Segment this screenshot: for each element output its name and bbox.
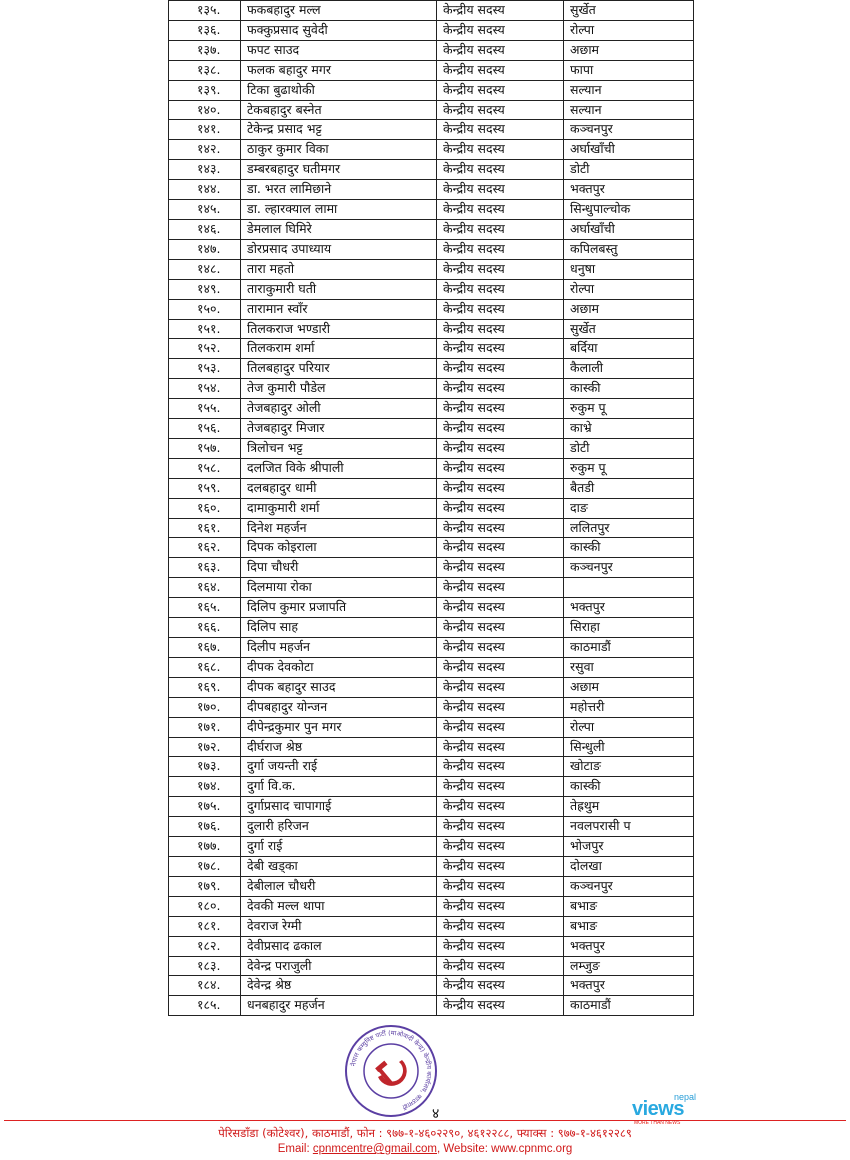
serial-number-cell: १६५. [169, 598, 241, 618]
member-name-cell: दिपक कोइराला [241, 538, 437, 558]
member-position-cell: केन्द्रीय सदस्य [437, 359, 564, 379]
serial-number-cell: १४९. [169, 279, 241, 299]
member-name-cell: तिलकराम शर्मा [241, 339, 437, 359]
table-row [169, 856, 694, 876]
serial-number-cell: १६९. [169, 677, 241, 697]
website-link[interactable]: www.cpnmc.org [491, 1143, 573, 1155]
table-row [169, 638, 694, 658]
table-row [169, 956, 694, 976]
table-row [169, 20, 694, 40]
table-row [169, 717, 694, 737]
member-name-cell: दिनेश महर्जन [241, 518, 437, 538]
member-district-cell: दोलखा [564, 856, 694, 876]
member-position-cell: केन्द्रीय सदस्य [437, 399, 564, 419]
member-district-cell: रोल्पा [564, 20, 694, 40]
member-district-cell: नवलपरासी प [564, 817, 694, 837]
member-position-cell: केन्द्रीय सदस्य [437, 518, 564, 538]
member-position-cell: केन्द्रीय सदस्य [437, 219, 564, 239]
member-position-cell: केन्द्रीय सदस्य [437, 976, 564, 996]
member-district-cell: अछाम [564, 299, 694, 319]
serial-number-cell: १३७. [169, 40, 241, 60]
member-name-cell: दीपबहादुर योन्जन [241, 697, 437, 717]
member-name-cell: धनबहादुर महर्जन [241, 996, 437, 1016]
member-name-cell: देवेन्द्र पराजुली [241, 956, 437, 976]
serial-number-cell: १४४. [169, 180, 241, 200]
serial-number-cell: १५२. [169, 339, 241, 359]
member-name-cell: दामाकुमारी शर्मा [241, 498, 437, 518]
member-district-cell: बभाङ [564, 916, 694, 936]
member-position-cell: केन्द्रीय सदस्य [437, 379, 564, 399]
logo-text: views [632, 1098, 684, 1120]
footer-contact [0, 1143, 850, 1155]
member-position-cell: केन्द्रीय सदस्य [437, 319, 564, 339]
table-row [169, 259, 694, 279]
member-position-cell: केन्द्रीय सदस्य [437, 140, 564, 160]
table-row [169, 797, 694, 817]
member-name-cell: डम्बरबहादुर घतीमगर [241, 160, 437, 180]
serial-number-cell: १८२. [169, 936, 241, 956]
member-position-cell: केन्द्रीय सदस्य [437, 558, 564, 578]
member-district-cell: भक्तपुर [564, 598, 694, 618]
email-link[interactable]: cpnmcentre@gmail.com [312, 1143, 438, 1155]
member-name-cell: दुर्गा जयन्ती राई [241, 757, 437, 777]
member-district-cell: डोटी [564, 438, 694, 458]
serial-number-cell: १५७. [169, 438, 241, 458]
table-row [169, 558, 694, 578]
member-position-cell: केन्द्रीय सदस्य [437, 100, 564, 120]
serial-number-cell: १८५. [169, 996, 241, 1016]
member-position-cell: केन्द्रीय सदस्य [437, 180, 564, 200]
table-row [169, 538, 694, 558]
member-district-cell: धनुषा [564, 259, 694, 279]
member-position-cell: केन्द्रीय सदस्य [437, 438, 564, 458]
member-position-cell: केन्द्रीय सदस्य [437, 419, 564, 439]
member-position-cell: केन्द्रीय सदस्य [437, 996, 564, 1016]
member-district-cell: सल्यान [564, 100, 694, 120]
serial-number-cell: १७९. [169, 876, 241, 896]
table-row [169, 100, 694, 120]
member-name-cell: डेमलाल घिमिरे [241, 219, 437, 239]
member-name-cell: दीपक बहादुर साउद [241, 677, 437, 697]
serial-number-cell: १५०. [169, 299, 241, 319]
table-row [169, 618, 694, 638]
member-district-cell: अछाम [564, 40, 694, 60]
member-name-cell: दिलीप महर्जन [241, 638, 437, 658]
member-district-cell: कास्की [564, 777, 694, 797]
member-name-cell: त्रिलोचन भट्ट [241, 438, 437, 458]
member-name-cell: दुर्गाप्रसाद चापागाई [241, 797, 437, 817]
email-label: Email: [277, 1143, 313, 1155]
member-position-cell: केन्द्रीय सदस्य [437, 478, 564, 498]
table-row [169, 777, 694, 797]
member-position-cell: केन्द्रीय सदस्य [437, 837, 564, 857]
serial-number-cell: १५५. [169, 399, 241, 419]
member-name-cell: फलक बहादुर मगर [241, 60, 437, 80]
member-position-cell: केन्द्रीय सदस्य [437, 578, 564, 598]
table-row [169, 399, 694, 419]
member-position-cell: केन्द्रीय सदस्य [437, 638, 564, 658]
table-row [169, 697, 694, 717]
member-position-cell: केन्द्रीय सदस्य [437, 339, 564, 359]
serial-number-cell: १५६. [169, 419, 241, 439]
serial-number-cell: १८३. [169, 956, 241, 976]
logo-small-text: nepal [673, 1092, 696, 1102]
member-name-cell: दुलारी हरिजन [241, 817, 437, 837]
member-district-cell: सल्यान [564, 80, 694, 100]
member-name-cell: दिलमाया रोका [241, 578, 437, 598]
member-district-cell: कञ्चनपुर [564, 558, 694, 578]
member-name-cell: दीपेन्द्रकुमार पुन मगर [241, 717, 437, 737]
footer-divider [4, 1120, 846, 1121]
table-row [169, 996, 694, 1016]
member-district-cell: अर्घाखाँची [564, 140, 694, 160]
member-position-cell: केन्द्रीय सदस्य [437, 856, 564, 876]
member-position-cell: केन्द्रीय सदस्य [437, 60, 564, 80]
member-position-cell: केन्द्रीय सदस्य [437, 20, 564, 40]
member-name-cell: डा. भरत लामिछाने [241, 180, 437, 200]
table-row [169, 60, 694, 80]
member-position-cell: केन्द्रीय सदस्य [437, 737, 564, 757]
serial-number-cell: १७८. [169, 856, 241, 876]
table-row [169, 757, 694, 777]
member-position-cell: केन्द्रीय सदस्य [437, 120, 564, 140]
member-district-cell: रुकुम पू [564, 458, 694, 478]
member-district-cell: ललितपुर [564, 518, 694, 538]
table-row [169, 419, 694, 439]
serial-number-cell: १५९. [169, 478, 241, 498]
member-name-cell: दिपा चौधरी [241, 558, 437, 578]
member-position-cell: केन्द्रीय सदस्य [437, 896, 564, 916]
member-name-cell: फपट साउद [241, 40, 437, 60]
serial-number-cell: १७०. [169, 697, 241, 717]
serial-number-cell: १५४. [169, 379, 241, 399]
party-seal [344, 1024, 438, 1118]
member-district-cell: कास्की [564, 538, 694, 558]
member-district-cell: बर्दिया [564, 339, 694, 359]
table-row [169, 936, 694, 956]
table-row [169, 837, 694, 857]
member-position-cell: केन्द्रीय सदस्य [437, 797, 564, 817]
member-position-cell: केन्द्रीय सदस्य [437, 458, 564, 478]
member-position-cell: केन्द्रीय सदस्य [437, 677, 564, 697]
member-position-cell: केन्द्रीय सदस्य [437, 956, 564, 976]
table-row [169, 200, 694, 220]
member-position-cell: केन्द्रीय सदस्य [437, 259, 564, 279]
serial-number-cell: १३९. [169, 80, 241, 100]
member-district-cell: कास्की [564, 379, 694, 399]
member-name-cell: ठाकुर कुमार विका [241, 140, 437, 160]
member-position-cell: केन्द्रीय सदस्य [437, 757, 564, 777]
serial-number-cell: १६८. [169, 657, 241, 677]
member-position-cell: केन्द्रीय सदस्य [437, 160, 564, 180]
table-row [169, 379, 694, 399]
serial-number-cell: १७४. [169, 777, 241, 797]
serial-number-cell: १६७. [169, 638, 241, 658]
table-row [169, 1, 694, 21]
table-row [169, 40, 694, 60]
member-name-cell: फक्कुप्रसाद सुवेदी [241, 20, 437, 40]
member-name-cell: दलजित विके श्रीपाली [241, 458, 437, 478]
member-position-cell: केन्द्रीय सदस्य [437, 299, 564, 319]
member-name-cell: देवकी मल्ल थापा [241, 896, 437, 916]
member-district-cell: रोल्पा [564, 279, 694, 299]
member-district-cell: तेह्रथुम [564, 797, 694, 817]
table-row [169, 438, 694, 458]
member-name-cell: फकबहादुर मल्ल [241, 1, 437, 21]
table-row [169, 359, 694, 379]
member-position-cell: केन्द्रीय सदस्य [437, 697, 564, 717]
member-name-cell: देवीप्रसाद ढकाल [241, 936, 437, 956]
table-row [169, 677, 694, 697]
table-row [169, 817, 694, 837]
member-district-cell: डोटी [564, 160, 694, 180]
serial-number-cell: १८४. [169, 976, 241, 996]
seal-text: नेपाल कम्युनिष्ट पार्टी (माओवादी केन्द्र) केन्द्रीय कार्यालय, काठमाडौं [349, 1028, 434, 1111]
table-row [169, 478, 694, 498]
serial-number-cell: १७३. [169, 757, 241, 777]
serial-number-cell: १४१. [169, 120, 241, 140]
member-name-cell: दिलिप कुमार प्रजापति [241, 598, 437, 618]
member-name-cell: तेजबहादुर मिजार [241, 419, 437, 439]
serial-number-cell: १५१. [169, 319, 241, 339]
logo-tagline: MORE THAN NEWS [634, 1120, 681, 1126]
serial-number-cell: १५८. [169, 458, 241, 478]
table-row [169, 578, 694, 598]
table-row [169, 140, 694, 160]
serial-number-cell: १६०. [169, 498, 241, 518]
member-name-cell: दुर्गा वि.क. [241, 777, 437, 797]
member-name-cell: दीर्घराज श्रेष्ठ [241, 737, 437, 757]
serial-number-cell: १६३. [169, 558, 241, 578]
table-row [169, 916, 694, 936]
member-district-cell: सिराहा [564, 618, 694, 638]
serial-number-cell: १६४. [169, 578, 241, 598]
member-name-cell: देबीलाल चौधरी [241, 876, 437, 896]
member-position-cell: केन्द्रीय सदस्य [437, 598, 564, 618]
member-name-cell: दलबहादुर धामी [241, 478, 437, 498]
serial-number-cell: १४०. [169, 100, 241, 120]
table-row [169, 219, 694, 239]
member-name-cell: डा. ल्हारक्याल लामा [241, 200, 437, 220]
member-name-cell: देवेन्द्र श्रेष्ठ [241, 976, 437, 996]
serial-number-cell: १७१. [169, 717, 241, 737]
serial-number-cell: १६६. [169, 618, 241, 638]
member-district-cell: काठमाडौं [564, 638, 694, 658]
member-position-cell: केन्द्रीय सदस्य [437, 817, 564, 837]
table-row [169, 299, 694, 319]
member-name-cell: दुर्गा राई [241, 837, 437, 857]
table-row [169, 976, 694, 996]
table-row [169, 239, 694, 259]
member-district-cell: सुर्खेत [564, 319, 694, 339]
member-name-cell: तारा महतो [241, 259, 437, 279]
member-district-cell: कञ्चनपुर [564, 120, 694, 140]
serial-number-cell: १४६. [169, 219, 241, 239]
member-name-cell: देबी खड्का [241, 856, 437, 876]
member-name-cell: तेज कुमारी पौडेल [241, 379, 437, 399]
member-district-cell: काठमाडौं [564, 996, 694, 1016]
member-district-cell: भोजपुर [564, 837, 694, 857]
table-row [169, 737, 694, 757]
serial-number-cell: १७२. [169, 737, 241, 757]
table-row [169, 180, 694, 200]
member-name-cell: टेकेन्द्र प्रसाद भट्ट [241, 120, 437, 140]
member-district-cell: सिन्धुली [564, 737, 694, 757]
member-name-cell: ताराकुमारी घती [241, 279, 437, 299]
member-district-cell: लम्जुङ [564, 956, 694, 976]
member-district-cell: बैतडी [564, 478, 694, 498]
table-row [169, 120, 694, 140]
serial-number-cell: १८१. [169, 916, 241, 936]
serial-number-cell: १४५. [169, 200, 241, 220]
table-row [169, 458, 694, 478]
serial-number-cell: १४७. [169, 239, 241, 259]
serial-number-cell: १८०. [169, 896, 241, 916]
hammer-sickle-icon [375, 1060, 407, 1086]
member-position-cell: केन्द्रीय सदस्य [437, 876, 564, 896]
member-name-cell: दीपक देवकोटा [241, 657, 437, 677]
member-district-cell: दाङ [564, 498, 694, 518]
member-position-cell: केन्द्रीय सदस्य [437, 936, 564, 956]
member-position-cell: केन्द्रीय सदस्य [437, 777, 564, 797]
member-district-cell: भक्तपुर [564, 180, 694, 200]
member-table-body [169, 1, 694, 1016]
member-position-cell: केन्द्रीय सदस्य [437, 538, 564, 558]
table-row [169, 498, 694, 518]
member-position-cell: केन्द्रीय सदस्य [437, 717, 564, 737]
member-position-cell: केन्द्रीय सदस्य [437, 239, 564, 259]
serial-number-cell: १७५. [169, 797, 241, 817]
member-name-cell: तिलकराज भण्डारी [241, 319, 437, 339]
table-row [169, 319, 694, 339]
member-district-cell: बभाङ [564, 896, 694, 916]
table-row [169, 339, 694, 359]
page-number: ४ [432, 1106, 440, 1122]
member-district-cell [564, 578, 694, 598]
member-name-cell: तिलबहादुर परियार [241, 359, 437, 379]
member-district-cell: कपिलबस्तु [564, 239, 694, 259]
serial-number-cell: १७६. [169, 817, 241, 837]
member-district-cell: भक्तपुर [564, 936, 694, 956]
member-position-cell: केन्द्रीय सदस्य [437, 200, 564, 220]
member-district-cell: रसुवा [564, 657, 694, 677]
member-position-cell: केन्द्रीय सदस्य [437, 80, 564, 100]
table-row [169, 657, 694, 677]
member-district-cell: कञ्चनपुर [564, 876, 694, 896]
table-row [169, 279, 694, 299]
member-district-cell: सिन्धुपाल्चोक [564, 200, 694, 220]
member-district-cell: अर्घाखाँची [564, 219, 694, 239]
table-row [169, 80, 694, 100]
member-name-cell: देवराज रेग्मी [241, 916, 437, 936]
serial-number-cell: १४८. [169, 259, 241, 279]
table-row [169, 518, 694, 538]
member-district-cell: भक्तपुर [564, 976, 694, 996]
member-district-cell: महोत्तरी [564, 697, 694, 717]
table-row [169, 876, 694, 896]
serial-number-cell: १५३. [169, 359, 241, 379]
member-name-cell: डोरप्रसाद उपाध्याय [241, 239, 437, 259]
member-name-cell: दिलिप साह [241, 618, 437, 638]
member-district-cell: रुकुम पू [564, 399, 694, 419]
member-name-cell: तारामान स्वाँर [241, 299, 437, 319]
member-district-cell: फापा [564, 60, 694, 80]
serial-number-cell: १६१. [169, 518, 241, 538]
serial-number-cell: १४३. [169, 160, 241, 180]
member-table [168, 0, 694, 1016]
member-position-cell: केन्द्रीय सदस्य [437, 916, 564, 936]
member-district-cell: सुर्खेत [564, 1, 694, 21]
table-row [169, 896, 694, 916]
member-position-cell: केन्द्रीय सदस्य [437, 498, 564, 518]
member-district-cell: कैलाली [564, 359, 694, 379]
member-district-cell: काभ्रे [564, 419, 694, 439]
website-label: , Website: [437, 1143, 492, 1155]
serial-number-cell: १६२. [169, 538, 241, 558]
table-row [169, 160, 694, 180]
serial-number-cell: १४२. [169, 140, 241, 160]
member-name-cell: तेजबहादुर ओली [241, 399, 437, 419]
footer-address: पेरिसडाँडा (कोटेश्वर), काठमाडौं, फोन : ९७७-१-४६०२२९०, ४६१२२८८, फ्याक्स : ९७७-१-४६१२२८९ [218, 1126, 632, 1140]
member-name-cell: टेकबहादुर बस्नेत [241, 100, 437, 120]
serial-number-cell: १३५. [169, 1, 241, 21]
member-position-cell: केन्द्रीय सदस्य [437, 1, 564, 21]
serial-number-cell: १३८. [169, 60, 241, 80]
serial-number-cell: १७७. [169, 837, 241, 857]
member-name-cell: टिका बुढाथोकी [241, 80, 437, 100]
serial-number-cell: १३६. [169, 20, 241, 40]
member-position-cell: केन्द्रीय सदस्य [437, 40, 564, 60]
member-position-cell: केन्द्रीय सदस्य [437, 657, 564, 677]
member-position-cell: केन्द्रीय सदस्य [437, 618, 564, 638]
table-row [169, 598, 694, 618]
member-district-cell: अछाम [564, 677, 694, 697]
member-district-cell: रोल्पा [564, 717, 694, 737]
member-district-cell: खोटाङ [564, 757, 694, 777]
member-position-cell: केन्द्रीय सदस्य [437, 279, 564, 299]
